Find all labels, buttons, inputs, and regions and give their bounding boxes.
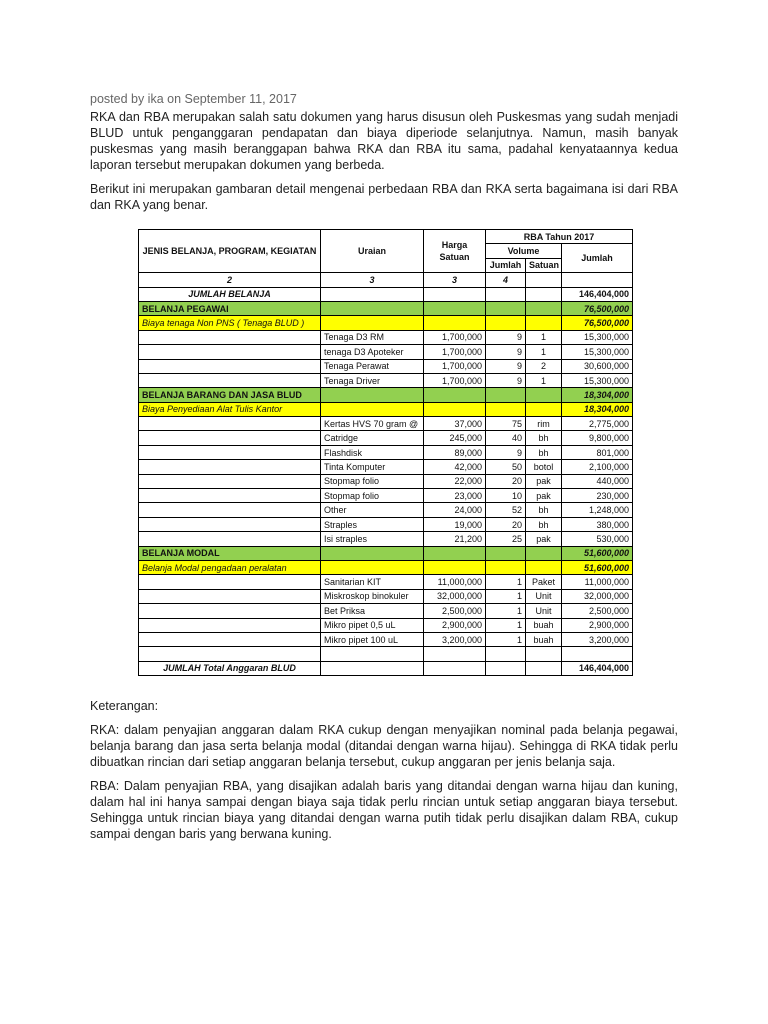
index-cell: 3 bbox=[424, 273, 486, 287]
cell-uraian bbox=[321, 546, 424, 560]
cell-jenis bbox=[139, 489, 321, 503]
cell-total: 2,775,000 bbox=[562, 417, 633, 431]
cell-jumlah bbox=[486, 402, 526, 416]
cell-jenis bbox=[139, 503, 321, 517]
cell-uraian bbox=[321, 402, 424, 416]
table-row bbox=[139, 373, 633, 387]
cell-harga: 21,200 bbox=[424, 532, 486, 546]
cell-jenis bbox=[139, 345, 321, 359]
cell-satuan bbox=[526, 301, 562, 315]
cell-total: 2,900,000 bbox=[562, 618, 633, 632]
intro-paragraph-2: Berikut ini merupakan gambaran detail mengenai perbedaan RBA dan RKA serta bagaimana isi dari RBA dan RKA yang benar. bbox=[90, 182, 678, 212]
cell-jumlah bbox=[486, 661, 526, 675]
cell-jumlah: 9 bbox=[486, 330, 526, 344]
cell-jumlah bbox=[486, 287, 526, 301]
cell-jenis bbox=[139, 474, 321, 488]
cell-harga: 2,500,000 bbox=[424, 604, 486, 618]
cell-jumlah: 9 bbox=[486, 359, 526, 373]
cell-satuan bbox=[526, 402, 562, 416]
header-rba-tahun: RBA Tahun 2017 bbox=[486, 230, 633, 244]
cell-uraian bbox=[321, 560, 424, 574]
keterangan-heading: Keterangan: bbox=[90, 699, 159, 714]
cell-harga: 24,000 bbox=[424, 503, 486, 517]
cell-total: 146,404,000 bbox=[562, 661, 633, 675]
cell-harga bbox=[424, 402, 486, 416]
cell-total bbox=[562, 647, 633, 661]
cell-total: 32,000,000 bbox=[562, 589, 633, 603]
header-volume: Volume bbox=[486, 244, 562, 258]
header-jenis-belanja: JENIS BELANJA, PROGRAM, KEGIATAN bbox=[139, 230, 321, 273]
cell-uraian: Mikro pipet 100 uL bbox=[321, 632, 424, 646]
cell-harga: 19,000 bbox=[424, 517, 486, 531]
table-row bbox=[139, 647, 633, 661]
cell-jenis: BELANJA MODAL bbox=[139, 546, 321, 560]
cell-satuan: Unit bbox=[526, 604, 562, 618]
cell-uraian: Bet Priksa bbox=[321, 604, 424, 618]
cell-harga: 1,700,000 bbox=[424, 330, 486, 344]
table-row bbox=[139, 517, 633, 531]
cell-satuan: bh bbox=[526, 517, 562, 531]
table-row bbox=[139, 301, 633, 315]
table-row bbox=[139, 474, 633, 488]
cell-jenis bbox=[139, 604, 321, 618]
cell-total: 76,500,000 bbox=[562, 316, 633, 330]
cell-total: 15,300,000 bbox=[562, 330, 633, 344]
cell-jenis bbox=[139, 460, 321, 474]
cell-satuan bbox=[526, 316, 562, 330]
table-row bbox=[139, 345, 633, 359]
cell-total: 51,600,000 bbox=[562, 546, 633, 560]
cell-uraian: tenaga D3 Apoteker bbox=[321, 345, 424, 359]
cell-jenis bbox=[139, 445, 321, 459]
table-row bbox=[139, 661, 633, 675]
index-cell bbox=[562, 273, 633, 287]
cell-uraian: Miskroskop binokuler bbox=[321, 589, 424, 603]
cell-jenis: JUMLAH BELANJA bbox=[139, 287, 321, 301]
cell-jumlah bbox=[486, 301, 526, 315]
cell-satuan: rim bbox=[526, 417, 562, 431]
cell-total: 530,000 bbox=[562, 532, 633, 546]
cell-uraian: Kertas HVS 70 gram @ bbox=[321, 417, 424, 431]
header-jumlah: Jumlah bbox=[486, 258, 526, 272]
cell-jumlah: 25 bbox=[486, 532, 526, 546]
cell-satuan: pak bbox=[526, 532, 562, 546]
cell-total: 11,000,000 bbox=[562, 575, 633, 589]
cell-jumlah bbox=[486, 546, 526, 560]
cell-jumlah: 1 bbox=[486, 604, 526, 618]
cell-jenis bbox=[139, 532, 321, 546]
cell-jenis: Biaya Penyediaan Alat Tulis Kantor bbox=[139, 402, 321, 416]
cell-jumlah bbox=[486, 388, 526, 402]
cell-uraian: Tenaga Perawat bbox=[321, 359, 424, 373]
cell-uraian: Stopmap folio bbox=[321, 489, 424, 503]
intro-paragraph-1: RKA dan RBA merupakan salah satu dokumen yang harus disusun oleh Puskesmas yang sudah menjadi BLUD untuk penganggaran pendapatan dan biaya diperiode selanjutnya. Namun, masih banyak puskesmas yang masih beranggapan bahwa RKA dan RBA itu sama, padahal kenyataannya kedua laporan tersebut merupakan dokumen yang berbeda. bbox=[90, 110, 678, 172]
table-row bbox=[139, 560, 633, 574]
cell-jumlah: 50 bbox=[486, 460, 526, 474]
cell-satuan: pak bbox=[526, 489, 562, 503]
cell-jenis bbox=[139, 330, 321, 344]
cell-jumlah: 75 bbox=[486, 417, 526, 431]
cell-total: 2,100,000 bbox=[562, 460, 633, 474]
cell-harga: 32,000,000 bbox=[424, 589, 486, 603]
cell-harga bbox=[424, 661, 486, 675]
table-row bbox=[139, 445, 633, 459]
cell-jumlah: 9 bbox=[486, 345, 526, 359]
cell-uraian: Catridge bbox=[321, 431, 424, 445]
cell-satuan: 1 bbox=[526, 330, 562, 344]
header-harga-satuan: Harga Satuan bbox=[424, 230, 486, 273]
table-row bbox=[139, 359, 633, 373]
table-row bbox=[139, 316, 633, 330]
cell-harga bbox=[424, 560, 486, 574]
cell-satuan: 2 bbox=[526, 359, 562, 373]
header-uraian: Uraian bbox=[321, 230, 424, 273]
article bbox=[90, 92, 678, 850]
cell-jenis bbox=[139, 417, 321, 431]
cell-satuan: bh bbox=[526, 431, 562, 445]
cell-harga: 37,000 bbox=[424, 417, 486, 431]
cell-jenis: Biaya tenaga Non PNS ( Tenaga BLUD ) bbox=[139, 316, 321, 330]
index-cell: 2 bbox=[139, 273, 321, 287]
cell-harga bbox=[424, 316, 486, 330]
cell-total: 801,000 bbox=[562, 445, 633, 459]
cell-satuan: 1 bbox=[526, 373, 562, 387]
table-header-row-1 bbox=[139, 230, 633, 244]
cell-harga: 3,200,000 bbox=[424, 632, 486, 646]
rka-note: RKA: dalam penyajian anggaran dalam RKA cukup dengan menyajikan nominal pada belanja pegawai, belanja barang dan jasa serta belanja modal (ditandai dengan warna hijau). Sehingga di RKA tidak perlu dibuatkan rincian dari setiap anggaran belanja tersebut, cukup anggaran per jenis belanja saja. bbox=[90, 723, 678, 770]
cell-jenis: JUMLAH Total Anggaran BLUD bbox=[139, 661, 321, 675]
cell-harga bbox=[424, 301, 486, 315]
cell-total: 146,404,000 bbox=[562, 287, 633, 301]
cell-total: 380,000 bbox=[562, 517, 633, 531]
cell-uraian bbox=[321, 388, 424, 402]
cell-total: 30,600,000 bbox=[562, 359, 633, 373]
header-satuan: Satuan bbox=[526, 258, 562, 272]
cell-harga: 23,000 bbox=[424, 489, 486, 503]
cell-uraian: Sanitarian KIT bbox=[321, 575, 424, 589]
cell-satuan: pak bbox=[526, 474, 562, 488]
budget-table-body bbox=[139, 230, 633, 676]
cell-harga: 245,000 bbox=[424, 431, 486, 445]
cell-uraian: Tinta Komputer bbox=[321, 460, 424, 474]
cell-jumlah bbox=[486, 316, 526, 330]
table-index-row bbox=[139, 273, 633, 287]
cell-jenis: BELANJA BARANG DAN JASA BLUD bbox=[139, 388, 321, 402]
rba-note: RBA: Dalam penyajian RBA, yang disajikan adalah baris yang ditandai dengan warna hijau dan kuning, dalam hal ini hanya sampai dengan biaya saja tidak perlu rincian untuk setiap anggaran biaya tersebut. Sehingga untuk rincian biaya yang ditandai dengan warna putih tidak perlu disajikan dalam RBA, cukup sampai dengan baris yang berwana kuning. bbox=[90, 779, 678, 842]
budget-table-figure bbox=[138, 229, 632, 676]
header-jumlah-total: Jumlah bbox=[562, 244, 633, 273]
cell-jumlah: 1 bbox=[486, 575, 526, 589]
cell-harga bbox=[424, 388, 486, 402]
cell-jenis: BELANJA PEGAWAI bbox=[139, 301, 321, 315]
index-cell: 3 bbox=[321, 273, 424, 287]
table-row bbox=[139, 330, 633, 344]
cell-jumlah: 10 bbox=[486, 489, 526, 503]
cell-uraian bbox=[321, 301, 424, 315]
cell-uraian: Straples bbox=[321, 517, 424, 531]
cell-satuan: buah bbox=[526, 618, 562, 632]
cell-jenis bbox=[139, 589, 321, 603]
cell-satuan: bh bbox=[526, 445, 562, 459]
cell-jumlah: 1 bbox=[486, 589, 526, 603]
cell-total: 15,300,000 bbox=[562, 345, 633, 359]
cell-satuan: buah bbox=[526, 632, 562, 646]
cell-satuan bbox=[526, 647, 562, 661]
table-row bbox=[139, 632, 633, 646]
table-row bbox=[139, 417, 633, 431]
cell-total: 18,304,000 bbox=[562, 388, 633, 402]
cell-jumlah: 52 bbox=[486, 503, 526, 517]
cell-jenis bbox=[139, 647, 321, 661]
cell-total: 76,500,000 bbox=[562, 301, 633, 315]
cell-satuan: 1 bbox=[526, 345, 562, 359]
cell-harga: 11,000,000 bbox=[424, 575, 486, 589]
cell-jumlah bbox=[486, 560, 526, 574]
table-row bbox=[139, 618, 633, 632]
cell-harga: 89,000 bbox=[424, 445, 486, 459]
cell-satuan bbox=[526, 546, 562, 560]
cell-jenis bbox=[139, 517, 321, 531]
cell-uraian: Tenaga Driver bbox=[321, 373, 424, 387]
table-row bbox=[139, 431, 633, 445]
cell-uraian bbox=[321, 647, 424, 661]
cell-satuan bbox=[526, 560, 562, 574]
cell-uraian: Stopmap folio bbox=[321, 474, 424, 488]
cell-total: 15,300,000 bbox=[562, 373, 633, 387]
cell-total: 440,000 bbox=[562, 474, 633, 488]
cell-jumlah: 1 bbox=[486, 632, 526, 646]
cell-total: 9,800,000 bbox=[562, 431, 633, 445]
cell-harga: 42,000 bbox=[424, 460, 486, 474]
cell-uraian: Tenaga D3 RM bbox=[321, 330, 424, 344]
cell-jenis bbox=[139, 632, 321, 646]
cell-jenis bbox=[139, 373, 321, 387]
table-row bbox=[139, 546, 633, 560]
cell-jenis bbox=[139, 618, 321, 632]
cell-jumlah: 9 bbox=[486, 373, 526, 387]
table-row bbox=[139, 287, 633, 301]
cell-satuan bbox=[526, 661, 562, 675]
cell-total: 1,248,000 bbox=[562, 503, 633, 517]
cell-uraian: Mikro pipet 0,5 uL bbox=[321, 618, 424, 632]
cell-satuan: Paket bbox=[526, 575, 562, 589]
cell-satuan: botol bbox=[526, 460, 562, 474]
table-row bbox=[139, 489, 633, 503]
cell-uraian: Flashdisk bbox=[321, 445, 424, 459]
cell-harga bbox=[424, 647, 486, 661]
table-row bbox=[139, 503, 633, 517]
index-cell bbox=[526, 273, 562, 287]
cell-jumlah bbox=[486, 647, 526, 661]
cell-jumlah: 20 bbox=[486, 474, 526, 488]
table-row bbox=[139, 402, 633, 416]
cell-satuan bbox=[526, 388, 562, 402]
cell-jumlah: 9 bbox=[486, 445, 526, 459]
cell-jumlah: 40 bbox=[486, 431, 526, 445]
cell-jenis bbox=[139, 575, 321, 589]
cell-harga bbox=[424, 546, 486, 560]
table-row bbox=[139, 388, 633, 402]
budget-table bbox=[138, 229, 633, 676]
table-row bbox=[139, 532, 633, 546]
cell-total: 3,200,000 bbox=[562, 632, 633, 646]
table-row bbox=[139, 575, 633, 589]
cell-satuan bbox=[526, 287, 562, 301]
cell-harga bbox=[424, 287, 486, 301]
table-row bbox=[139, 604, 633, 618]
cell-total: 230,000 bbox=[562, 489, 633, 503]
cell-harga: 1,700,000 bbox=[424, 345, 486, 359]
cell-total: 18,304,000 bbox=[562, 402, 633, 416]
cell-uraian: Other bbox=[321, 503, 424, 517]
table-row bbox=[139, 589, 633, 603]
cell-uraian bbox=[321, 287, 424, 301]
cell-harga: 2,900,000 bbox=[424, 618, 486, 632]
cell-harga: 1,700,000 bbox=[424, 359, 486, 373]
cell-harga: 22,000 bbox=[424, 474, 486, 488]
cell-satuan: bh bbox=[526, 503, 562, 517]
cell-total: 51,600,000 bbox=[562, 560, 633, 574]
table-row bbox=[139, 460, 633, 474]
cell-uraian: Isi straples bbox=[321, 532, 424, 546]
cell-uraian bbox=[321, 316, 424, 330]
cell-uraian bbox=[321, 661, 424, 675]
cell-jumlah: 20 bbox=[486, 517, 526, 531]
cell-total: 2,500,000 bbox=[562, 604, 633, 618]
cell-satuan: Unit bbox=[526, 589, 562, 603]
cell-jenis bbox=[139, 359, 321, 373]
cell-jenis bbox=[139, 431, 321, 445]
cell-harga: 1,700,000 bbox=[424, 373, 486, 387]
index-cell: 4 bbox=[486, 273, 526, 287]
cell-jenis: Belanja Modal pengadaan peralatan bbox=[139, 560, 321, 574]
post-byline: posted by ika on September 11, 2017 bbox=[90, 92, 297, 106]
cell-jumlah: 1 bbox=[486, 618, 526, 632]
